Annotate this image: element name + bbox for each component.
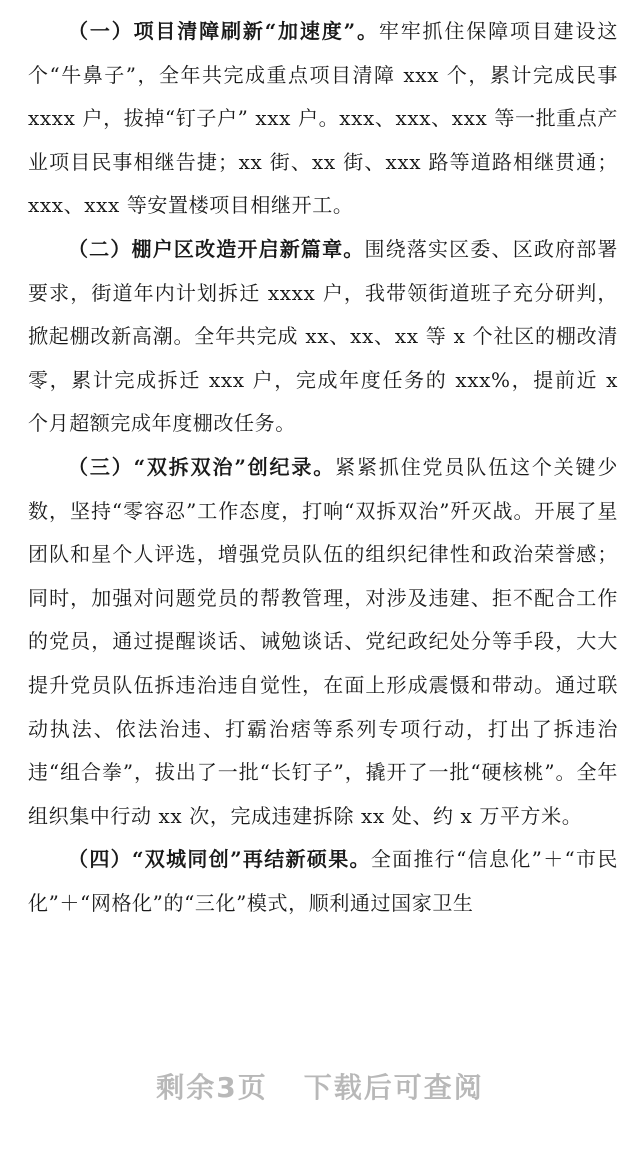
paragraph bbox=[28, 838, 618, 925]
paragraph-text: 全面推行“信息化”＋“市民化”＋“网格化”的“三化”模式，顺利通过国家卫生 bbox=[28, 847, 618, 915]
document-body bbox=[28, 10, 618, 925]
paragraph-heading: （三）“双拆双治”创纪录。 bbox=[68, 454, 336, 479]
paragraph-text: 牢牢抓住保障项目建设这个“牛鼻子”，全年共完成重点项目清障 xxx 个，累计完成民事 xxxx 户，拔掉“钉子户” xxx 户。xxx、xxx、xxx 等一批重点产业项目民事相继告捷；xx 街、xx 街、xxx 路等道路相继贯通；xxx、xxx 等安置楼项目相继开工。 bbox=[28, 19, 618, 218]
remaining-pages-label: 剩余3页 bbox=[156, 1071, 268, 1104]
download-to-view-label: 下载后可查阅 bbox=[303, 1071, 484, 1104]
paragraph-heading: （二）棚户区改造开启新篇章。 bbox=[68, 236, 365, 261]
paragraph-heading: （四）“双城同创”再结新硕果。 bbox=[68, 847, 371, 872]
paragraph-heading: （一）项目清障刷新“加速度”。 bbox=[68, 19, 379, 43]
paragraph-text: 紧紧抓住党员队伍这个关键少数，坚持“零容忍”工作态度，打响“双拆双治”歼灭战。开展了星团队和星个人评选，增强党员队伍的组织纪律性和政治荣誉感；同时，加强对问题党员的帮教管理，对涉及违建、拒不配合工作的党员，通过提醒谈话、诫勉谈话、党纪政纪处分等手段，大大提升党员队伍拆违治违自觉性，在面上形成震慑和带动。通过联动执法、依法治违、打霸治痞等系列专项行动，打出了拆违治违“组合拳”，拔出了一批“长钉子”，撬开了一批“硬核桃”。全年组织集中行动 xx 次，完成违建拆除 xx 处、约 x 万平方米。 bbox=[28, 454, 618, 828]
paragraph bbox=[28, 446, 618, 838]
download-prompt[interactable] bbox=[0, 1066, 640, 1106]
paragraph-text: 围绕落实区委、区政府部署要求，街道年内计划拆迁 xxxx 户，我带领街道班子充分研判，掀起棚改新高潮。全年共完成 xx、xx、xx 等 x 个社区的棚改清零，累计完成拆迁 xxx 户，完成年度任务的 xxx%，提前近 x 个月超额完成年度棚改任务。 bbox=[28, 236, 619, 436]
paragraph bbox=[28, 10, 618, 228]
paragraph bbox=[28, 228, 618, 446]
